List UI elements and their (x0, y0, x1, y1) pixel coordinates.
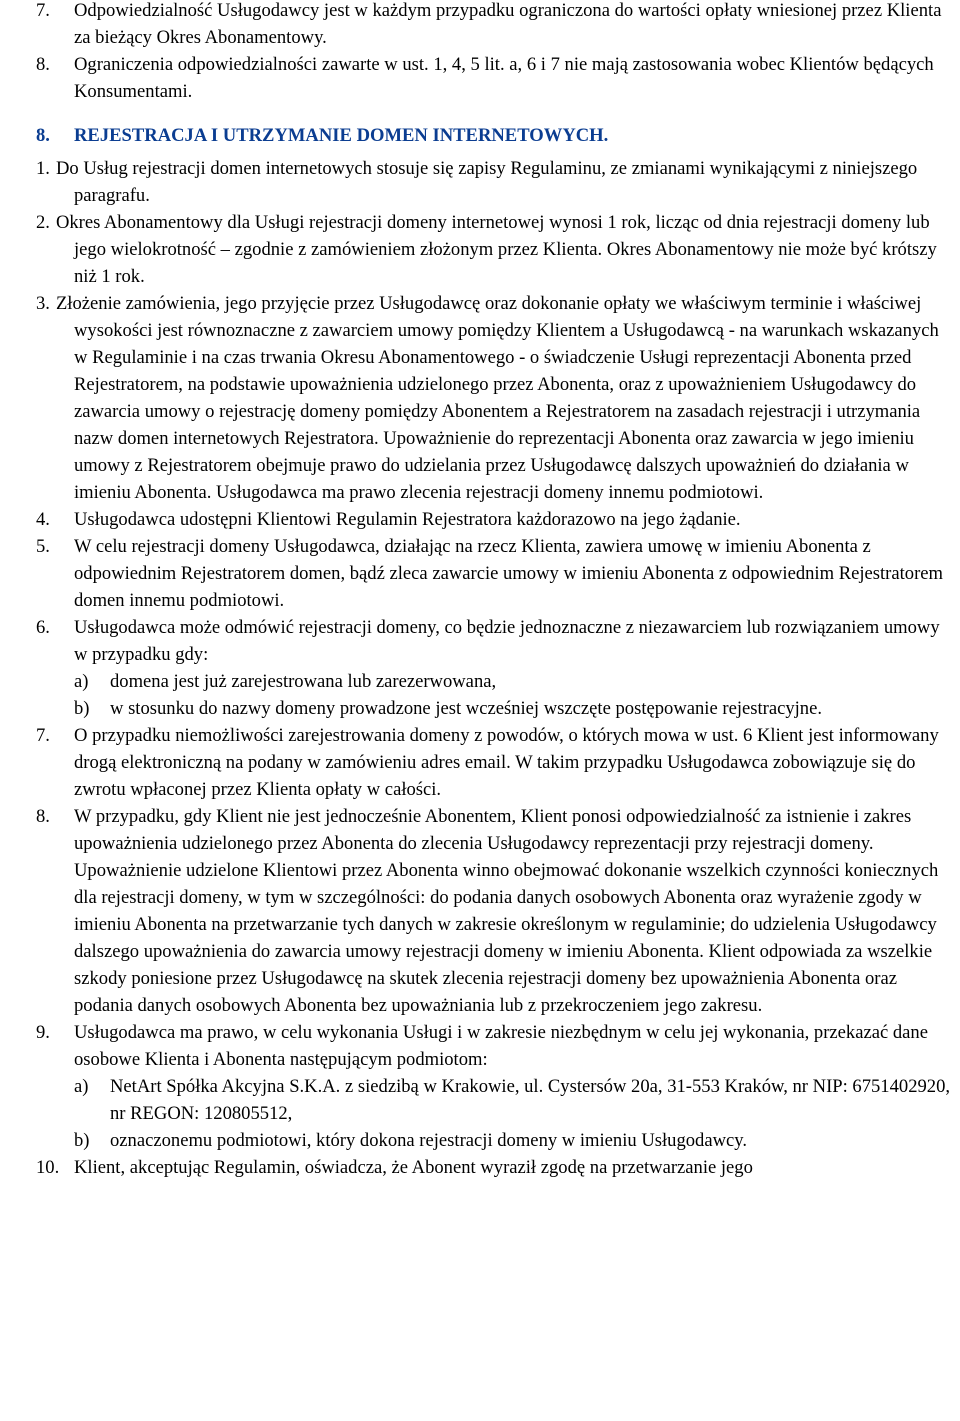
item-number: 4. (36, 509, 50, 530)
list-item-3 (36, 290, 956, 506)
item-number: 6. (36, 617, 50, 638)
item-number: 5. (36, 536, 50, 557)
section-heading (36, 122, 956, 149)
item-text: Usługodawca udostępni Klientowi Regulamin Rejestratora każdorazowo na jego żądanie. (74, 509, 741, 530)
section-title: REJESTRACJA I UTRZYMANIE DOMEN INTERNETOWYCH. (74, 125, 609, 146)
sub-item-letter: a) (74, 1076, 89, 1097)
item-text: Usługodawca ma prawo, w celu wykonania Usługi i w zakresie niezbędnym w celu jej wykonania, przekazać dane osobowe Klienta i Abonenta następującym podmiotom: (74, 1022, 928, 1070)
sub-item-b (74, 1127, 956, 1154)
item-text: Do Usług rejestracji domen internetowych stosuje się zapisy Regulaminu, ze zmianami wynikającymi z niniejszego paragrafu. (55, 158, 918, 206)
sub-item-text: oznaczonemu podmiotowi, który dokona rejestracji domeny w imieniu Usługodawcy. (110, 1130, 748, 1151)
item-text: W przypadku, gdy Klient nie jest jednocześnie Abonentem, Klient ponosi odpowiedzialność za istnienie i zakres upoważnienia udzielonego przez Abonenta do zlecenia Usługodawcy reprezentacji przy rejestracji domeny. Upoważnienie udzielone Klientowi przez Abonenta winno obejmować dokonanie wszelkich czynności koniecznych dla rejestracji domeny, w tym w szczególności: do podania danych osobowych Abonenta oraz wyrażenie zgody w imieniu Abonenta na przetwarzanie tych danych w zakresie określonym w regulaminie; do udzielenia Usługodawcy dalszego upoważnienia do zawarcia umowy rejestracji domeny w imieniu Abonenta. Klient odpowiada za wszelkie szkody poniesione przez Usługodawcę na skutek zlecenia rejestracji domeny bez upoważnienia Abonenta oraz podania danych osobowych Abonenta bez upoważniania lub z przekroczeniem jego zakresu. (74, 806, 939, 1016)
document-page (36, 0, 956, 1181)
list-item-7 (36, 722, 956, 803)
sub-item-letter: b) (74, 1130, 90, 1151)
sub-item-b (74, 695, 956, 722)
sub-item-text: w stosunku do nazwy domeny prowadzone jest wcześniej wszczęte postępowanie rejestracyjne. (110, 698, 823, 719)
item-text: Odpowiedzialność Usługodawcy jest w każdym przypadku ograniczona do wartości opłaty wniesionej przez Klienta za bieżący Okres Abonamentowy. (74, 0, 942, 48)
list-item-4 (36, 506, 956, 533)
item-text: Usługodawca może odmówić rejestracji domeny, co będzie jednoznaczne z niezawarciem lub rozwiązaniem umowy w przypadku gdy: (74, 617, 940, 665)
item-text: Złożenie zamówienia, jego przyjęcie przez Usługodawcę oraz dokonanie opłaty we właściwym terminie i właściwej wysokości jest równoznaczne z zawarciem umowy pomiędzy Klientem a Usługodawcą - na warunkach wskazanych w Regulaminie i na czas trwania Okresu Abonamentowego - o świadczenie Usługi reprezentacji Abonenta przed Rejestratorem, na podstawie upoważnienia udzielonego przez Abonenta, oraz z upoważnieniem Usługodawcy do zawarcia umowy o rejestrację domeny pomiędzy Abonentem a Rejestratorem na zasadach rejestracji i utrzymania nazw domen internetowych Rejestratora. Upoważnienie do reprezentacji Abonenta oraz zawarcia w jego imieniu umowy z Rejestratorem obejmuje prawo do udzielania przez Usługodawcę dalszych upoważnień do działania w imieniu Abonenta. Usługodawca ma prawo zlecenia rejestracji domeny innemu podmiotowi. (55, 293, 939, 503)
list-item-top-7 (36, 0, 956, 51)
item-number: 2. (36, 212, 50, 233)
list-item-1 (36, 155, 956, 209)
item-text: Klient, akceptując Regulamin, oświadcza, że Abonent wyraził zgodę na przetwarzanie jego (74, 1157, 753, 1178)
item-text: W celu rejestracji domeny Usługodawca, działając na rzecz Klienta, zawiera umowę w imieniu Abonenta z odpowiednim Rejestratorem domen, bądź zleca zawarcie umowy w imieniu Abonenta z odpowiednim Rejestratorem domen innemu podmiotowi. (74, 536, 943, 611)
item-number: 7. (36, 725, 50, 746)
sub-item-a (74, 1073, 956, 1127)
list-item-top-8 (36, 51, 956, 105)
sub-item-letter: a) (74, 671, 89, 692)
list-item-2 (36, 209, 956, 290)
list-item-10 (36, 1154, 956, 1181)
item-text: Okres Abonamentowy dla Usługi rejestracji domeny internetowej wynosi 1 rok, licząc od dnia rejestracji domeny lub jego wielokrotność – zgodnie z zamówieniem złożonym przez Klienta. Okres Abonamentowy nie może być krótszy niż 1 rok. (55, 212, 937, 287)
item-number: 8. (36, 54, 50, 75)
item-number: 7. (36, 0, 50, 21)
list-item-9 (36, 1019, 956, 1154)
sub-item-text: NetArt Spółka Akcyjna S.K.A. z siedzibą w Krakowie, ul. Cystersów 20a, 31-553 Kraków, nr NIP: 6751402920, nr REGON: 120805512, (110, 1076, 951, 1124)
list-item-6 (36, 614, 956, 722)
sub-item-text: domena jest już zarejestrowana lub zarezerwowana, (110, 671, 497, 692)
sub-item-a (74, 668, 956, 695)
item-number: 1. (36, 158, 50, 179)
item-number: 8. (36, 806, 50, 827)
section-number: 8. (36, 125, 50, 146)
item-number: 10. (36, 1157, 60, 1178)
item-text: Ograniczenia odpowiedzialności zawarte w ust. 1, 4, 5 lit. a, 6 i 7 nie mają zastosowania wobec Klientów będących Konsumentami. (74, 54, 934, 102)
item-text: O przypadku niemożliwości zarejestrowania domeny z powodów, o których mowa w ust. 6 Klient jest informowany drogą elektroniczną na podany w zamówieniu adres email. W takim przypadku Usługodawca zobowiązuje się do zwrotu wpłaconej przez Klienta opłaty w całości. (74, 725, 939, 800)
sub-item-letter: b) (74, 698, 90, 719)
list-item-5 (36, 533, 956, 614)
list-item-8 (36, 803, 956, 1019)
item-number: 3. (36, 293, 50, 314)
item-number: 9. (36, 1022, 50, 1043)
